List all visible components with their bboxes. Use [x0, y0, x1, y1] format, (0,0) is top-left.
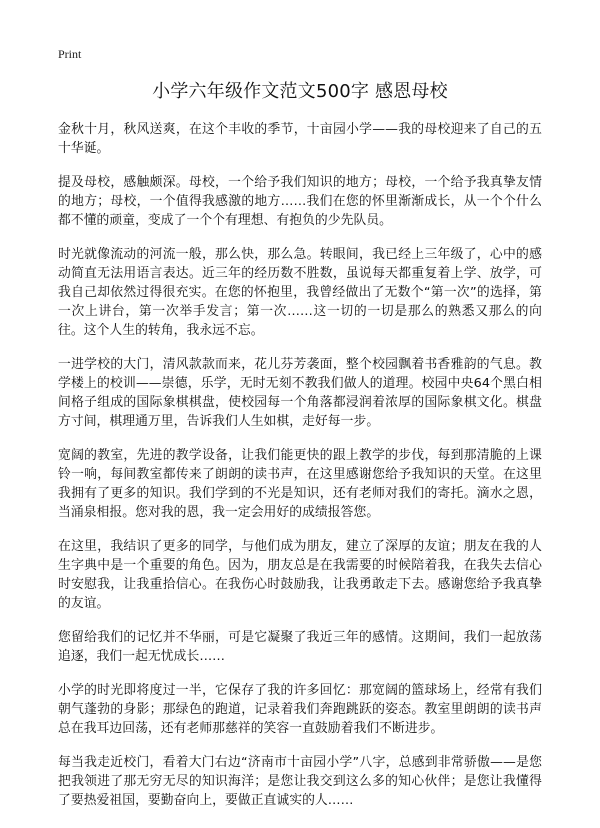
paragraph-9: 每当我走近校门，看着大门右边“济南市十亩园小学”八字，总感到非常骄傲——是您把我领进了那无穷无尽的知识海洋；是您让我交到这么多的知心伙伴；是您让我懂得了要热爱祖国，要勤奋向上，要做正直诚实的人…… — [58, 755, 542, 808]
paragraph-1: 金秋十月，秋风送爽，在这个丰收的季节，十亩园小学——我的母校迎来了自己的五十华诞。 — [58, 122, 542, 156]
page-title: 小学六年级作文范文500字 感恩母校 — [152, 81, 448, 102]
paragraph-4: 一进学校的大门，清风款款而来，花儿芬芳袭面，整个校园飘着书香雅韵的气息。教学楼上的校训——崇德，乐学，无时无刻不教我们做人的道理。校园中央64个黑白相间格子组成的国际象棋棋盘，使校园每一个角落都浸润着浓厚的国际象棋文化。棋盘方寸间，棋理通万里，告诉我们人生如棋，走好每一步。 — [58, 357, 542, 429]
paragraph-6: 在这里，我结识了更多的同学，与他们成为朋友，建立了深厚的友谊；朋友在我的人生字典中是一个重要的角色。因为，朋友总是在我需要的时候陪着我，在我失去信心时安慰我，让我重拾信心。在我伤心时鼓励我，让我勇敢走下去。感谢您给予我真挚的友谊。 — [58, 539, 542, 611]
paragraph-8: 小学的时光即将度过一半，它保存了我的许多回忆：那宽阔的篮球场上，经常有我们朝气蓬勃的身影；那绿色的跑道，记录着我们奔跑跳跃的姿态。教室里朗朗的读书声总在我耳边回荡，还有老师那慈祥的笑容一直鼓励着我们不断进步。 — [58, 683, 542, 736]
paragraph-3: 时光就像流动的河流一般，那么快，那么急。转眼间，我已经上三年级了，心中的感动简直无法用语言表达。近三年的经历数不胜数，虽说每天都重复着上学、放学，可我自己却依然过得很充实。在您的怀抱里，我曾经做出了无数个“第一次”的选择，第一次上讲台，第一次举手发言；第一次……这一切的一切是那么的熟悉又那么的向往。这个人生的转角，我永远不忘。 — [58, 247, 542, 338]
paragraph-7: 您留给我们的记忆并不华丽，可是它凝聚了我近三年的感情。这期间，我们一起放荡追逐，我们一起无忧成长…… — [58, 630, 542, 664]
paragraph-2: 提及母校，感触颇深。母校，一个给予我们知识的地方；母校，一个给予我真挚友情的地方；母校，一个值得我感激的地方……我们在您的怀里渐渐成长，从一个个什么都不懂的顽童，变成了一个个有理想、有抱负的少先队员。 — [58, 175, 542, 228]
paragraph-5: 宽阔的教室，先进的教学设备，让我们能更快的跟上教学的步伐，每到那清脆的上课铃一响，每间教室都传来了朗朗的读书声，在这里感谢您给予我知识的天堂。在这里我拥有了更多的知识。我们学到的不光是知识，还有老师对我们的寄托。滴水之恩，当涌泉相报。您对我的恩，我一定会用好的成绩报答您。 — [58, 448, 542, 520]
article-body — [58, 120, 542, 825]
print-link[interactable]: Print — [58, 47, 82, 61]
